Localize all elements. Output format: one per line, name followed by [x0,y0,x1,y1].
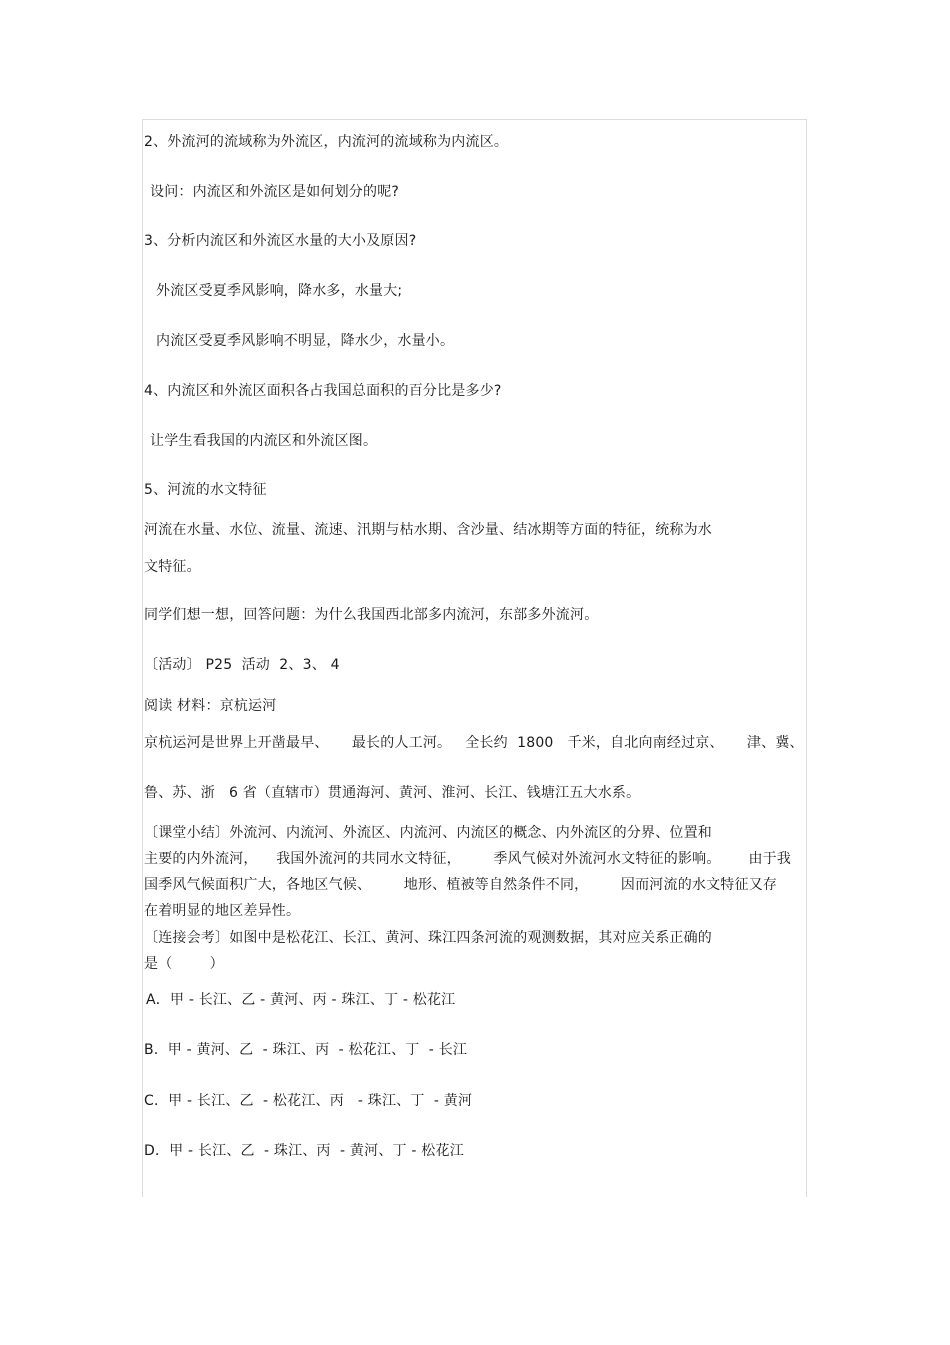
text-line-reading-material: 阅读 材料：京杭运河 [144,698,277,714]
text-line-outflow-region: 外流区受夏季风影响，降水多，水量大; [156,283,403,299]
text-line-hydrology-definition-cont: 文特征。 [144,559,201,575]
page-frame-right-border [806,119,807,1197]
text-line-canal-description-cont: 鲁、苏、浙 6 省（直辖市）贯通海河、黄河、淮河、长江、钱塘江五大水系。 [144,785,641,801]
text-line-activity: 〔活动〕 P25 活动 2、3、 4 [144,657,340,673]
text-line-map-instruction: 让学生看我国的内流区和外流区图。 [150,433,378,449]
text-line-option-d: D．甲 - 长江、乙 - 珠江、丙 - 黄河、丁 - 松花江 [144,1143,464,1159]
text-line-hydrology-definition: 河流在水量、水位、流量、流速、汛期与枯水期、含沙量、结冰期等方面的特征，统称为水 [144,522,712,538]
text-line-option-b: B. 甲 - 黄河、乙 - 珠江、丙 - 松花江、丁 - 长江 [144,1042,468,1058]
page-frame-left-border [142,119,143,1197]
text-line-question: 设问：内流区和外流区是如何划分的呢? [150,184,400,200]
text-line-point-5: 5、河流的水文特征 [144,482,267,498]
text-line-summary: 〔课堂小结〕外流河、内流河、外流区、内流河、内流区的概念、内外流区的分界、位置和 [144,825,712,841]
text-line-option-a: A．甲 - 长江、乙 - 黄河、丙 - 珠江、丁 - 松花江 [146,992,456,1008]
text-line-summary-cont-2: 国季风气候面积广大，各地区气候、 地形、植被等自然条件不同， 因而河流的水文特征又存 [144,877,778,893]
text-line-point-2: 2、外流河的流域称为外流区，内流河的流域称为内流区。 [144,134,509,150]
text-line-canal-description: 京杭运河是世界上开凿最早、 最长的人工河。 全长约 1800 千米，自北向南经过京、 津、冀、 [144,735,804,751]
text-line-point-4: 4、内流区和外流区面积各占我国总面积的百分比是多少? [144,383,502,399]
text-line-exam-question: 〔连接会考〕如图中是松花江、长江、黄河、珠江四条河流的观测数据，其对应关系正确的 [144,930,712,946]
text-line-exam-question-cont: 是（ ） [144,956,224,972]
page-frame-top-border [142,119,807,120]
text-line-think-question: 同学们想一想，回答问题：为什么我国西北部多内流河，东部多外流河。 [144,607,599,623]
text-line-point-3: 3、分析内流区和外流区水量的大小及原因? [144,233,417,249]
text-line-summary-cont-3: 在着明显的地区差异性。 [144,903,301,919]
text-line-inflow-region: 内流区受夏季风影响不明显，降水少，水量小。 [156,333,455,349]
text-line-option-c: C．甲 - 长江、乙 - 松花江、丙 - 珠江、丁 - 黄河 [144,1093,473,1109]
text-line-summary-cont-1: 主要的内外流河， 我国外流河的共同水文特征， 季风气候对外流河水文特征的影响。 由于我 [144,851,792,867]
